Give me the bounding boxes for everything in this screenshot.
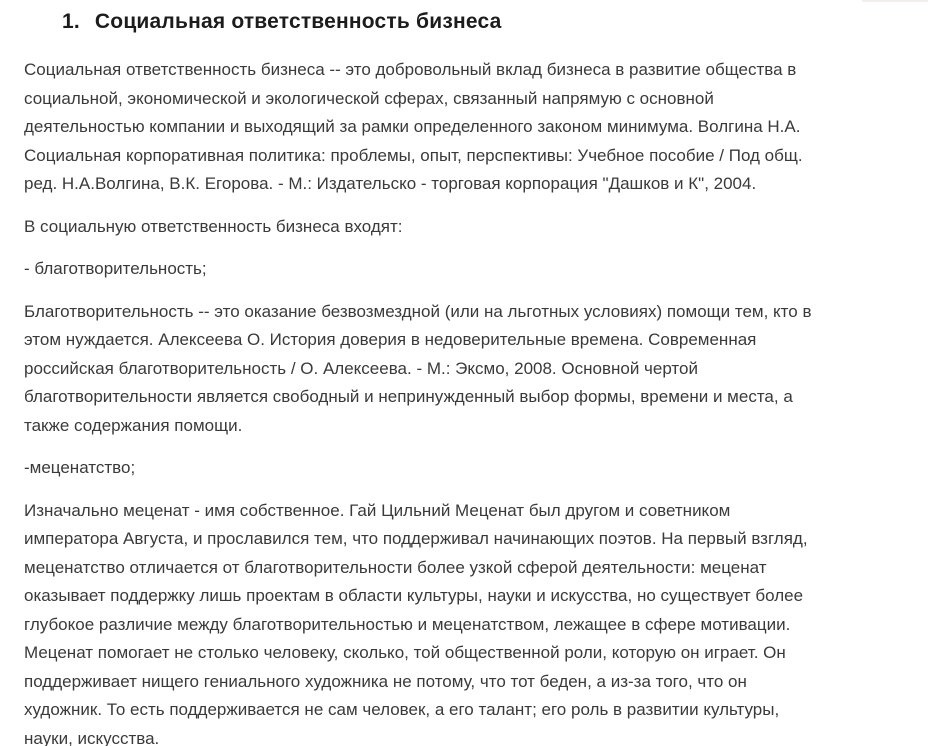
text-line: деятельностью компании и выходящий за рамки определенного законом минимума. Волгина Н.А. bbox=[24, 117, 801, 136]
text-line: -меценатство; bbox=[24, 458, 136, 477]
paragraph bbox=[24, 454, 920, 483]
window-edge-artifact bbox=[862, 0, 928, 2]
heading-title: Социальная ответственность бизнеса bbox=[94, 10, 502, 33]
text-line: меценатство отличается от благотворительности более узкой сферой деятельности: меценат bbox=[24, 557, 767, 577]
document-body bbox=[24, 56, 920, 746]
text-line: оказывает поддержку лишь проектам в области культуры, науки и искусства, но существует более bbox=[24, 586, 804, 605]
text-line: этом нуждается. Алексеева О. История доверия в недоверительные времена. Современная bbox=[24, 330, 757, 349]
text-line: художник. То есть поддерживается не сам человек, а его талант; его роль в развитии культуры, bbox=[24, 700, 780, 719]
text-line: - благотворительность; bbox=[24, 259, 207, 278]
paragraph bbox=[24, 255, 920, 284]
document-heading bbox=[62, 8, 920, 35]
paragraph bbox=[24, 213, 920, 242]
text-line: Социальная ответственность бизнеса -- это добровольный вклад бизнеса в развитие общества в bbox=[24, 60, 797, 79]
text-line: благотворительности является свободный и непринужденный выбор формы, времени и места, а bbox=[24, 387, 793, 406]
text-line: Меценат помогает не столько человеку, сколько, той общественной роли, которую он играет. Он bbox=[24, 643, 786, 662]
text-line: В социальную ответственность бизнеса входят: bbox=[24, 216, 403, 236]
text-line: социальной, экономической и экологической сферах, связанный напрямую с основной bbox=[24, 88, 714, 108]
text-line: ред. Н.А.Волгина, В.К. Егорова. - М.: Издательско - торговая корпорация "Дашков и К", 2004. bbox=[24, 174, 757, 193]
text-line: глубокое различие между благотворительностью и меценатством, лежащее в сфере мотивации. bbox=[24, 614, 791, 634]
text-line: поддерживает нищего гениального художника не потому, что тот беден, а из-за того, что он bbox=[24, 671, 747, 691]
heading-number: 1. bbox=[62, 10, 80, 33]
paragraph bbox=[24, 298, 920, 441]
text-line: науки, искусства. bbox=[24, 728, 160, 746]
paragraph bbox=[24, 56, 920, 199]
text-line: также содержания помощи. bbox=[24, 415, 243, 435]
text-line: Изначально меценат - имя собственное. Гай Цильний Меценат был другом и советником bbox=[24, 500, 731, 520]
text-line: императора Августа, и прославился тем, что поддерживал начинающих поэтов. На первый взгляд, bbox=[24, 529, 808, 548]
paragraph bbox=[24, 497, 920, 746]
text-line: Социальная корпоративная политика: проблемы, опыт, перспективы: Учебное пособие / Под общ. bbox=[24, 145, 803, 165]
text-line: российская благотворительность / О. Алексеева. - М.: Эксмо, 2008. Основной чертой bbox=[24, 358, 698, 378]
text-line: Благотворительность -- это оказание безвозмездной (или на льготных условиях) помощи тем, кто в bbox=[24, 301, 812, 321]
